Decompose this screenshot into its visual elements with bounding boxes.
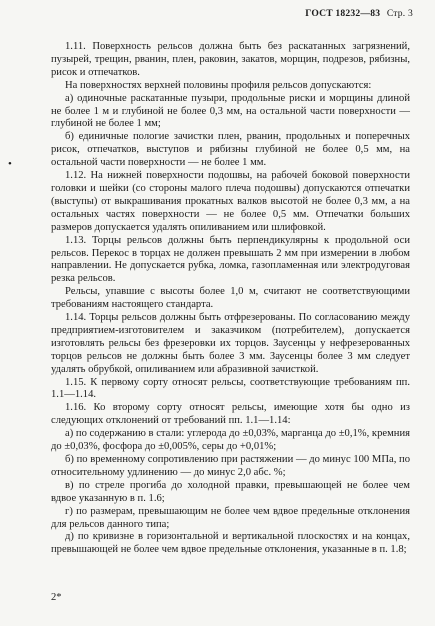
clause-1-15: 1.15. К первому сорту относят рельсы, соответствующие требованиям пп. 1.1—1.14. [51,376,410,401]
clause-1-13: 1.13. Торцы рельсов должны быть перпендикулярны к продольной оси рельсов. Перекос в торцах не должен превышать 2 мм при измерении в любом направлении. Не допускается рубка, ломка, газопламенная или электродуговая резка рельсов. [51,234,410,285]
paragraph-dropped-rails: Рельсы, упавшие с высоты более 1,0 м, считают не соответствующими требованиям настоящего стандарта. [51,286,410,311]
page-header [305,8,413,19]
item-v-deflection: в) по стреле прогиба до холодной правки, превышающей не более чем вдвое указанную в п. 1.6; [51,479,410,504]
item-a-blisters: а) одиночные раскатанные пузыри, продольные риски и морщины длиной не более 1 м и глубиной не более 0,3 мм, на остальной части поверхности — глубиной не более 1 мм; [51,92,410,130]
standard-number: ГОСТ 18232—83 [305,8,381,19]
item-g-dimensions: г) по размерам, превышающим не более чем вдвое предельные отклонения для рельсов данного типа; [51,505,410,530]
item-a-chemistry: а) по содержанию в стали: углерода до ±0,03%, марганца до ±0,1%, кремния до ±0,03%, фосфора до ±0,005%, серы до +0,01%; [51,428,410,453]
document-body [51,41,410,557]
item-b-cleanings: б) единичные пологие зачистки плен, рванин, продольных и поперечных рисок, отпечатков, выступов и рябизны глубиной не более 0,5 мм, на остальной части поверхности — не более 1 мм. [51,131,410,169]
clause-1-14: 1.14. Торцы рельсов должны быть отфрезерованы. По согласованию между предприятием-изготовителем и заказчиком (потребителем), допускается изготовлять рельсы без фрезеровки их торцов. Заусенцы у нефрезерованных торцов рельсов не должны быть более 3 мм. Заусенцы более 3 мм следует удалять обрубкой, опиливанием или абразивной зачисткой. [51,312,410,375]
page-number: 2* [51,592,62,603]
page-label: Стр. 3 [386,8,413,19]
margin-mark: • [8,158,12,170]
item-b-strength: б) по временному сопротивлению при растяжении — до минус 100 МПа, по относительному удлинению — до минус 2,0 абс. %; [51,454,410,478]
clause-1-11: 1.11. Поверхность рельсов должна быть без раскатанных загрязнений, пузырей, трещин, рванин, плен, раковин, закатов, морщин, подрезов, рябизны, рисок и отпечатков. [51,41,410,78]
clause-1-16: 1.16. Ко второму сорту относят рельсы, имеющие хотя бы одно из следующих отклонений от требований пп. 1.1—1.14: [51,402,410,427]
clause-1-12: 1.12. На нижней поверхности подошвы, на рабочей боковой поверхности головки и шейки (со стороны малого плеча подошвы) допускаются отпечатки (выступы) от выкрашивания прокатных валков высотой не более 0,3 мм, а на остальных частях поверхности — не более 0,5 мм. Отпечатки больших размеров допускается удалять опиливанием или шлифовкой. [51,170,410,233]
paragraph-allowed-defects: На поверхностях верхней половины профиля рельсов допускаются: [65,79,372,91]
item-d-curvature: д) по кривизне в горизонтальной и вертикальной плоскостях и на концах, превышающей не более чем вдвое предельные отклонения, указанные в п. 1.8; [51,531,410,556]
